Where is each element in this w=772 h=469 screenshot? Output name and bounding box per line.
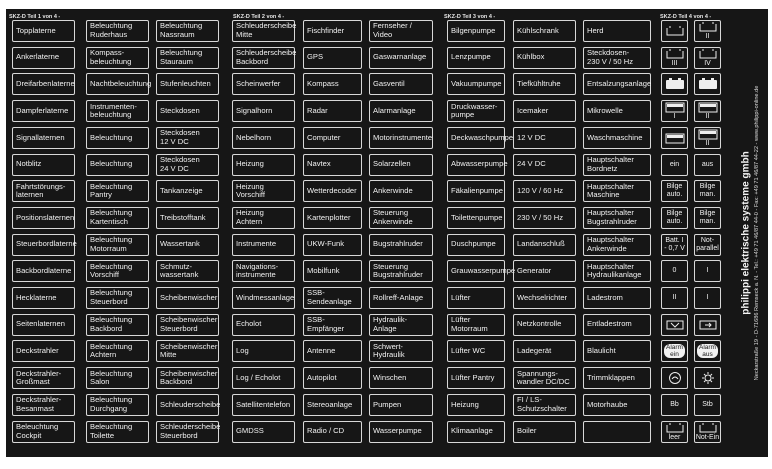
part-1-header: SKZ-D Teil 1 von 4 - — [9, 14, 61, 20]
symbol-label-a-r7 — [661, 180, 688, 202]
label-c2-r11: Beleuchtung Steuerbord — [86, 287, 149, 309]
label-c9-r11: Ladestrom — [583, 287, 651, 309]
label-c6-r11: Rollreff-Anlage — [369, 287, 433, 309]
label-c4-r3: Scheinwerfer — [232, 73, 295, 95]
symbol-label-a-r8 — [661, 207, 688, 229]
label-c8-r14: Spannungs- wandler DC/DC — [513, 367, 576, 389]
b-symbol-1-icon — [698, 21, 718, 33]
label-c6-r6: Solarzellen — [369, 154, 433, 176]
label-c8-r8: 230 V / 50 Hz — [513, 207, 576, 229]
part-4-header: SKZ-D Teil 4 von 4 - — [660, 14, 712, 20]
label-c2-r16: Beleuchtung Toilette — [86, 421, 149, 443]
label-c3-r14: Scheibenwischer Backbord — [156, 367, 219, 389]
label-c8-r4: Icemaker — [513, 100, 576, 122]
symbol-text: I — [673, 113, 676, 121]
label-c2-r2: Kompass- beleuchtung — [86, 47, 149, 69]
label-c1-r11: Hecklaterne — [12, 287, 75, 309]
label-c6-r14: Winschen — [369, 367, 433, 389]
symbol-label-a-r11 — [661, 287, 688, 309]
a-symbol-3-icon — [665, 78, 685, 90]
label-c6-r13: Schwert-Hydraulik — [369, 340, 433, 362]
label-c7-r7: Fäkalienpumpe — [447, 180, 505, 202]
symbol-label-b-r10 — [694, 260, 721, 282]
label-c9-r5: Waschmaschine — [583, 127, 651, 149]
label-c2-r14: Beleuchtung Salon — [86, 367, 149, 389]
symbol-label-b-r3 — [694, 73, 721, 95]
label-c1-r9: Steuerbordlaterne — [12, 234, 75, 256]
symbol-text: Bb — [670, 400, 679, 408]
label-c6-r5: Motorinstrumente — [369, 127, 433, 149]
label-c7-r11: Lüfter — [447, 287, 505, 309]
label-c2-r6: Beleuchtung — [86, 154, 149, 176]
a-symbol-12-icon — [665, 319, 685, 331]
b-symbol-4-icon — [698, 101, 718, 113]
label-c9-r15: Motorhaube — [583, 394, 651, 416]
label-c1-r14: Deckstrahler- Großmast — [12, 367, 75, 389]
symbol-text: II — [705, 33, 710, 40]
label-c4-r11: Windmessanlage — [232, 287, 295, 309]
label-c6-r2: Gaswarnanlage — [369, 47, 433, 69]
label-c4-r8: Heizung Achtern — [232, 207, 295, 229]
label-c1-r10: Backbordlaterne — [12, 260, 75, 282]
a-symbol-5-icon — [665, 132, 685, 144]
symbol-label-b-r12 — [694, 314, 721, 336]
b-symbol-2-icon — [698, 48, 718, 60]
label-c7-r15: Heizung — [447, 394, 505, 416]
b-symbol-16-icon — [698, 422, 718, 434]
symbol-text: Stb — [702, 400, 713, 408]
label-c7-r9: Duschpumpe — [447, 234, 505, 256]
label-c6-r8: Steuerung Ankerwinde — [369, 207, 433, 229]
label-c3-r10: Schmutz- wassertank — [156, 260, 219, 282]
symbol-text: Bilge man. — [699, 209, 716, 225]
label-c8-r5: 12 V DC — [513, 127, 576, 149]
label-c3-r3: Stufenleuchten — [156, 73, 219, 95]
label-c2-r1: Beleuchtung Ruderhaus — [86, 20, 149, 42]
label-c3-r4: Steckdosen — [156, 100, 219, 122]
label-c1-r1: Topplaterne — [12, 20, 75, 42]
label-c4-r7: Heizung Vorschiff — [232, 180, 295, 202]
part-2-header: SKZ-D Teil 2 von 4 - — [233, 14, 285, 20]
label-c4-r9: Instrumente — [232, 234, 295, 256]
label-c5-r15: Stereoanlage — [303, 394, 362, 416]
label-c9-r7: Hauptschalter Maschine — [583, 180, 651, 202]
symbol-text: III — [671, 59, 678, 67]
company-address: Neckarstraße 19 - D-71686 Remseck a. N. - Tel.: +49 71 46/87 44-0 - Fax: +49 71 46/87 44-22 - www.philippi-online.de — [754, 85, 760, 381]
alarm-ein-label: Alarm ein — [666, 344, 683, 359]
label-c8-r2: Kühlbox — [513, 47, 576, 69]
label-c7-r10: Grauwasserpumpe — [447, 260, 505, 282]
label-c4-r1: Schleuderscheibe Mitte — [232, 20, 295, 42]
symbol-label-b-r15 — [694, 394, 721, 416]
label-c8-r12: Netzkontrolle — [513, 314, 576, 336]
label-c2-r7: Beleuchtung Pantry — [86, 180, 149, 202]
label-c1-r4: Dampferlaterne — [12, 100, 75, 122]
symbol-text: ein — [669, 160, 680, 168]
symbol-label-a-r13 — [661, 340, 688, 362]
label-c1-r7: Fahrtstörungs- laternen — [12, 180, 75, 202]
label-c9-r3: Entsalzungsanlage — [583, 73, 651, 95]
a-symbol-1-icon — [665, 25, 685, 37]
label-c7-r2: Lenzpumpe — [447, 47, 505, 69]
b-symbol-5-icon — [698, 128, 718, 140]
label-c8-r11: Wechselrichter — [513, 287, 576, 309]
label-c9-r8: Hauptschalter Bugstrahlruder — [583, 207, 651, 229]
label-c5-r10: Mobilfunk — [303, 260, 362, 282]
label-c1-r8: Positionslaternen — [12, 207, 75, 229]
symbol-label-a-r2 — [661, 47, 688, 69]
label-c7-r5: Deckwaschpumpe — [447, 127, 505, 149]
label-c6-r9: Bugstrahlruder — [369, 234, 433, 256]
label-c9-r14: Trimmklappen — [583, 367, 651, 389]
label-c3-r9: Wassertank — [156, 234, 219, 256]
label-c1-r2: Ankerlaterne — [12, 47, 75, 69]
label-c3-r1: Beleuchtung Nassraum — [156, 20, 219, 42]
label-c3-r6: Steckdosen 24 V DC — [156, 154, 219, 176]
b-symbol-12-icon — [698, 319, 718, 331]
label-c1-r3: Dreifarbenlaterne — [12, 73, 75, 95]
symbol-text: Batt. I - 0,7 V — [664, 236, 685, 252]
symbol-text: Not- parallel — [696, 236, 719, 252]
company-name: philippi elektrische systeme gmbh — [740, 151, 752, 315]
symbol-text: Bilge auto. — [666, 209, 683, 225]
label-c7-r12: Lüfter Motorraum — [447, 314, 505, 336]
symbol-label-a-r16 — [661, 421, 688, 443]
label-c7-r6: Abwasserpumpe — [447, 154, 505, 176]
symbol-text: Bilge auto. — [666, 183, 683, 199]
label-c2-r4: Instrumenten- beleuchtung — [86, 100, 149, 122]
label-c4-r6: Heizung — [232, 154, 295, 176]
label-c2-r8: Beleuchtung Kartentisch — [86, 207, 149, 229]
symbol-text: II — [705, 113, 710, 121]
label-c1-r16: Beleuchtung Cockpit — [12, 421, 75, 443]
label-c5-r11: SSB-Sendeanlage — [303, 287, 362, 309]
label-c9-r10: Hauptschalter Hydraulikanlage — [583, 260, 651, 282]
label-c7-r16: Klimaanlage — [447, 421, 505, 443]
label-c1-r12: Seitenlaternen — [12, 314, 75, 336]
label-c4-r5: Nebelhorn — [232, 127, 295, 149]
symbol-label-a-r3 — [661, 73, 688, 95]
a-symbol-4-icon — [665, 101, 685, 113]
symbol-label-a-r1 — [661, 20, 688, 42]
label-c9-r2: Steckdosen- 230 V / 50 Hz — [583, 47, 651, 69]
label-c5-r14: Autopilot — [303, 367, 362, 389]
label-c7-r3: Vakuumpumpe — [447, 73, 505, 95]
label-c5-r2: GPS — [303, 47, 362, 69]
label-c3-r12: Scheibenwischer Steuerbord — [156, 314, 219, 336]
symbol-text: II — [705, 139, 710, 147]
label-c1-r5: Signallaternen — [12, 127, 75, 149]
label-c4-r13: Log — [232, 340, 295, 362]
label-c3-r15: Schleuderscheibe — [156, 394, 219, 416]
label-c5-r1: Fischfinder — [303, 20, 362, 42]
label-c1-r6: Notblitz — [12, 154, 75, 176]
alarm-aus-label: Alarm aus — [699, 344, 716, 359]
label-c3-r5: Steckdosen 12 V DC — [156, 127, 219, 149]
symbol-label-b-r2 — [694, 47, 721, 69]
label-c7-r1: Bilgenpumpe — [447, 20, 505, 42]
symbol-label-a-r15 — [661, 394, 688, 416]
b-symbol-3-icon — [698, 78, 718, 90]
label-c8-r10: Generator — [513, 260, 576, 282]
a-symbol-2-icon — [665, 48, 685, 60]
label-c9-r6: Hauptschalter Bordnetz — [583, 154, 651, 176]
label-c8-r7: 120 V / 60 Hz — [513, 180, 576, 202]
label-c6-r4: Alarmanlage — [369, 100, 433, 122]
symbol-text: aus — [701, 160, 714, 168]
symbol-label-a-r14 — [661, 367, 688, 389]
symbol-label-b-r13 — [694, 340, 721, 362]
symbol-label-a-r9 — [661, 234, 688, 256]
symbol-label-b-r6 — [694, 154, 721, 176]
label-c9-r4: Mikrowelle — [583, 100, 651, 122]
a-symbol-16-icon — [665, 422, 685, 434]
label-c4-r12: Echolot — [232, 314, 295, 336]
label-c6-r10: Steuerung Bugstrahlruder — [369, 260, 433, 282]
part-3-header: SKZ-D Teil 3 von 4 - — [444, 14, 496, 20]
symbol-text: I — [706, 267, 709, 275]
b-symbol-14-icon — [701, 371, 715, 385]
label-c1-r15: Deckstrahler- Besanmast — [12, 394, 75, 416]
label-c5-r16: Radio / CD — [303, 421, 362, 443]
label-c2-r5: Beleuchtung — [86, 127, 149, 149]
symbol-text: IV — [704, 59, 711, 67]
label-c2-r13: Beleuchtung Achtern — [86, 340, 149, 362]
label-c8-r3: Tiefkühltruhe — [513, 73, 576, 95]
company-imprint — [738, 9, 762, 457]
label-c9-r12: Entladestrom — [583, 314, 651, 336]
symbol-label-b-r7 — [694, 180, 721, 202]
label-c7-r4: Druckwasser- pumpe — [447, 100, 505, 122]
symbol-label-a-r10 — [661, 260, 688, 282]
label-c8-r15: FI / LS- Schutzschalter — [513, 394, 576, 416]
label-c3-r11: Scheibenwischer — [156, 287, 219, 309]
label-c6-r7: Ankerwinde — [369, 180, 433, 202]
symbol-label-a-r5 — [661, 127, 688, 149]
label-c1-r13: Deckstrahler — [12, 340, 75, 362]
label-c3-r8: Treibstofftank — [156, 207, 219, 229]
label-c9-r9: Hauptschalter Ankerwinde — [583, 234, 651, 256]
label-c2-r9: Beleuchtung Motorraum — [86, 234, 149, 256]
label-c4-r4: Signalhorn — [232, 100, 295, 122]
symbol-text: II — [672, 294, 677, 301]
symbol-label-b-r9 — [694, 234, 721, 256]
symbol-label-b-r8 — [694, 207, 721, 229]
label-c6-r15: Pumpen — [369, 394, 433, 416]
label-c2-r15: Beleuchtung Durchgang — [86, 394, 149, 416]
label-c7-r13: Lüfter WC — [447, 340, 505, 362]
symbol-label-b-r4 — [694, 100, 721, 122]
label-c5-r13: Antenne — [303, 340, 362, 362]
label-c2-r12: Beleuchtung Backbord — [86, 314, 149, 336]
label-c7-r8: Toilettenpumpe — [447, 207, 505, 229]
label-c3-r16: Schleuderscheibe Steuerbord — [156, 421, 219, 443]
label-c4-r15: Satellitentelefon — [232, 394, 295, 416]
symbol-label-a-r12 — [661, 314, 688, 336]
label-c5-r9: UKW-Funk — [303, 234, 362, 256]
label-c3-r13: Scheibenwischer Mitte — [156, 340, 219, 362]
label-c2-r10: Beleuchtung Vorschiff — [86, 260, 149, 282]
label-c8-r13: Ladegerät — [513, 340, 576, 362]
label-c4-r10: Navigations- instrumente — [232, 260, 295, 282]
symbol-text: 0 — [672, 267, 677, 275]
label-c8-r6: 24 V DC — [513, 154, 576, 176]
label-c5-r7: Wetterdecoder — [303, 180, 362, 202]
symbol-text: I — [706, 294, 709, 301]
label-c5-r6: Navtex — [303, 154, 362, 176]
label-c6-r16: Wasserpumpe — [369, 421, 433, 443]
symbol-label-b-r16 — [694, 421, 721, 443]
label-c8-r16: Boiler — [513, 421, 576, 443]
symbol-label-a-r4 — [661, 100, 688, 122]
label-c5-r8: Kartenplotter — [303, 207, 362, 229]
label-c6-r3: Gasventil — [369, 73, 433, 95]
symbol-label-a-r6 — [661, 154, 688, 176]
symbol-label-b-r11 — [694, 287, 721, 309]
label-c5-r12: SSB-Empfänger — [303, 314, 362, 336]
label-c4-r2: Schleuderscheibe Backbord — [232, 47, 295, 69]
symbol-label-b-r14 — [694, 367, 721, 389]
label-c8-r9: Landanschluß — [513, 234, 576, 256]
a-symbol-14-icon — [668, 371, 682, 385]
label-c5-r3: Kompass — [303, 73, 362, 95]
label-c5-r5: Computer — [303, 127, 362, 149]
label-c4-r16: GMDSS — [232, 421, 295, 443]
label-c6-r12: Hydraulik-Anlage — [369, 314, 433, 336]
label-c9-r16 — [583, 421, 651, 443]
label-c3-r2: Beleuchtung Stauraum — [156, 47, 219, 69]
label-c5-r4: Radar — [303, 100, 362, 122]
label-c6-r1: Fernseher / Video — [369, 20, 433, 42]
label-c9-r1: Herd — [583, 20, 651, 42]
label-c8-r1: Kühlschrank — [513, 20, 576, 42]
label-c2-r3: Nachtbeleuchtung — [86, 73, 149, 95]
symbol-label-b-r1 — [694, 20, 721, 42]
symbol-text: Not-Ein — [695, 433, 720, 441]
symbol-label-b-r5 — [694, 127, 721, 149]
label-c9-r13: Blaulicht — [583, 340, 651, 362]
label-c4-r14: Log / Echolot — [232, 367, 295, 389]
symbol-text: Bilge man. — [699, 183, 716, 199]
symbol-text: leer — [668, 433, 681, 441]
label-sheet — [6, 9, 768, 457]
label-c7-r14: Lüfter Pantry — [447, 367, 505, 389]
label-c3-r7: Tankanzeige — [156, 180, 219, 202]
